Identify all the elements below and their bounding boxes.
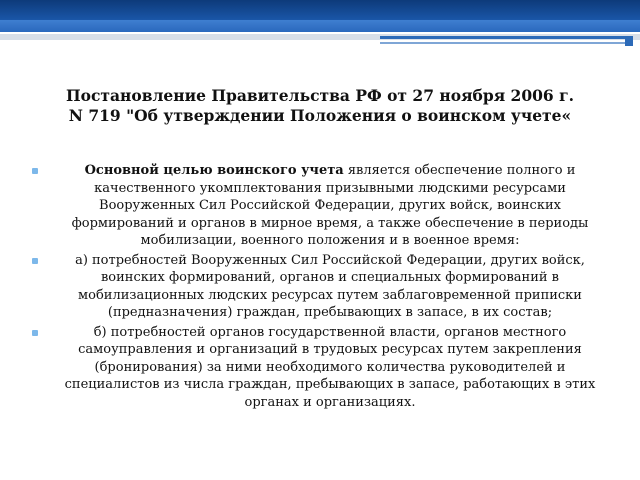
bullet-list — [28, 162, 610, 411]
decorative-corner — [625, 36, 633, 46]
slide-title-line-1: Постановление Правительства РФ от 27 ноября 2006 г. — [65, 86, 574, 105]
header-band-middle — [0, 20, 640, 32]
bullet-item-goal — [28, 162, 610, 250]
bullet-item-b — [28, 324, 610, 412]
bullet-icon — [32, 168, 38, 174]
bullet-item-a-text: а) потребностей Вооруженных Сил Российской Федерации, других войск, воинских формирований, органов и специальных формирований в мобилизационных людских ресурсах путем заблаговременной приписки (предназначения) граждан, пребывающих в запасе, в их состав; — [75, 252, 585, 320]
bullet-item-a — [28, 252, 610, 322]
bullet-item-goal-strong: Основной целью воинского учета — [84, 163, 344, 178]
slide-title — [20, 86, 620, 126]
slide-title-line-2: N 719 "Об утверждении Положения о воинском учете« — [68, 106, 572, 125]
bullet-item-goal-text: является обеспечение полного и качественного укомплектования призывными людскими ресурсами Вооруженных Сил Российской Федерации, других войск, воинских формирований и органов в мирное время, а также обеспечение в периоды мобилизации, военного положения и в военное время: — [71, 163, 589, 248]
slide-content — [28, 162, 610, 413]
bullet-icon — [32, 258, 38, 264]
bullet-icon — [32, 330, 38, 336]
bullet-item-b-text: б) потребностей органов государственной власти, органов местного самоуправления и организаций в трудовых ресурсах путем закрепления (бронирования) за ними необходимого количества руководителей и специалистов из числа граждан, пребывающих в запасе, работающих в этих органах и организациях. — [64, 324, 596, 410]
decorative-line-lower — [380, 42, 625, 44]
header-band-top — [0, 0, 640, 20]
decorative-line-upper — [380, 36, 630, 39]
